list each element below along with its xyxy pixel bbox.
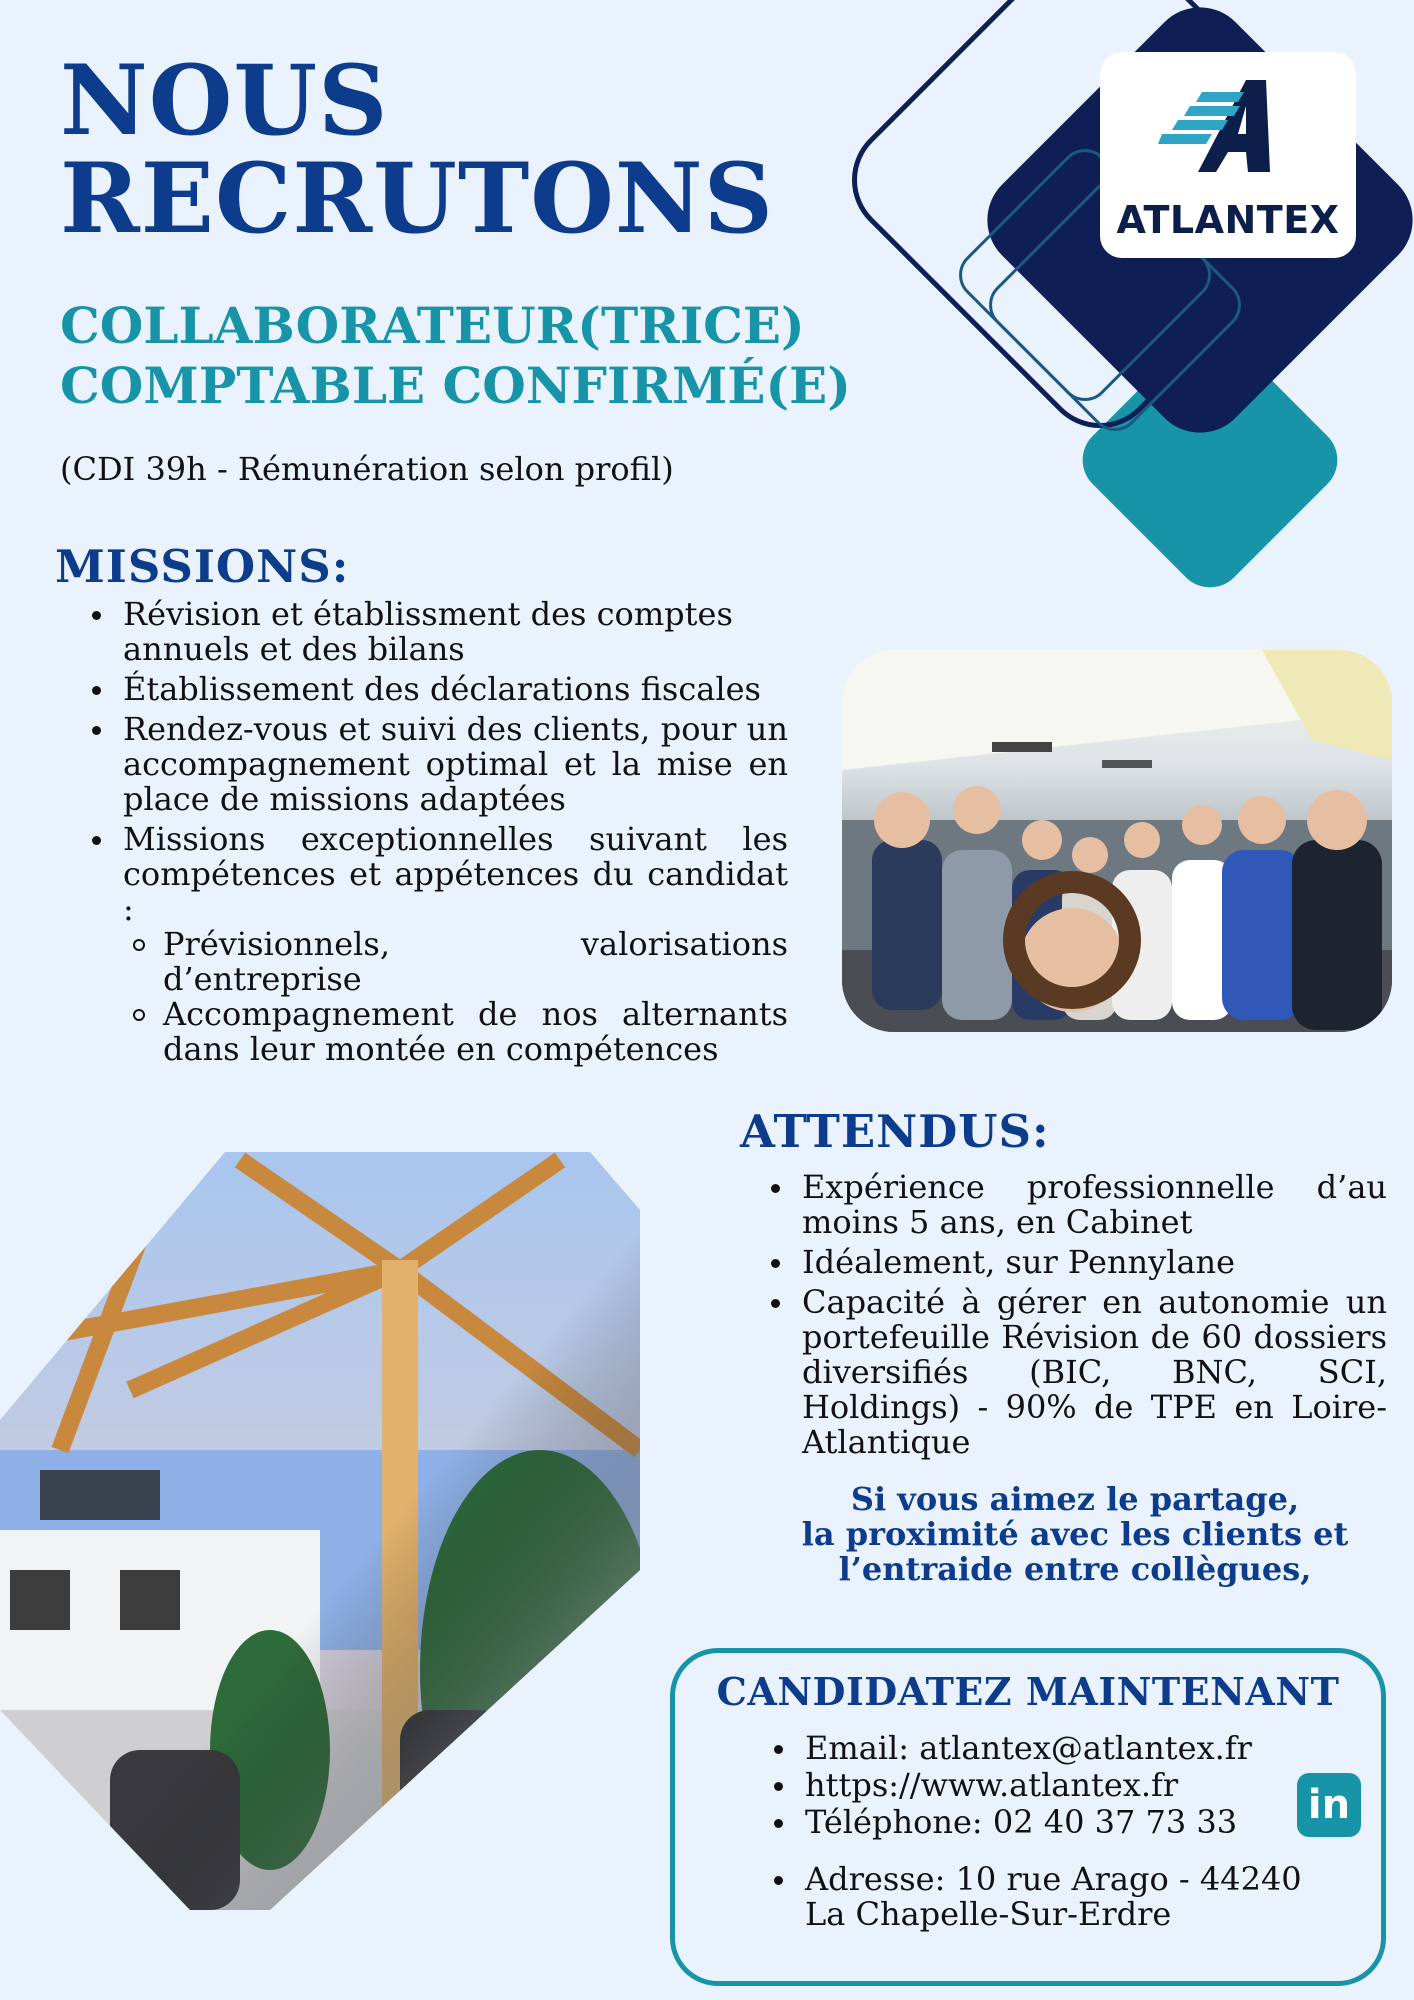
contract-info: (CDI 39h - Rémunération selon profil) xyxy=(60,450,674,488)
closing-line3: l’entraide entre collègues, xyxy=(838,1550,1312,1588)
atlantex-logo-mark-icon xyxy=(1158,72,1298,192)
team-photo xyxy=(842,650,1392,1032)
sub-list-item: Accompagnement de nos alternants dans leur montée en compétences xyxy=(123,997,788,1067)
list-item xyxy=(83,822,788,1067)
phone-link[interactable]: Téléphone: 02 40 37 73 33 xyxy=(765,1805,1325,1840)
page-title xyxy=(60,44,774,255)
linkedin-icon[interactable]: in xyxy=(1297,1773,1361,1837)
missions-list xyxy=(83,597,788,1072)
sub-list-item: Prévisionnels, valorisations d’entreprise xyxy=(123,927,788,997)
address-line2: La Chapelle-Sur-Erdre xyxy=(805,1895,1172,1933)
list-item: Rendez-vous et suivi des clients, pour un accompagnement optimal et la mise en place de missions adaptées xyxy=(83,712,788,817)
atlantex-logo xyxy=(1100,52,1356,258)
list-item: Établissement des déclarations fiscales xyxy=(83,672,788,707)
apply-box xyxy=(670,1648,1386,1986)
team-photo-illustration xyxy=(842,650,1392,1032)
job-title-line1: COLLABORATEUR(TRICE) xyxy=(60,296,805,355)
title-line1: NOUS xyxy=(60,44,389,157)
email-link[interactable]: Email: atlantex@atlantex.fr xyxy=(765,1731,1325,1766)
office-photo xyxy=(0,1150,640,1910)
title-line2: RECRUTONS xyxy=(60,142,774,255)
apply-heading: CANDIDATEZ MAINTENANT xyxy=(716,1669,1340,1714)
job-title xyxy=(60,296,851,416)
list-item: Capacité à gérer en autonomie un portefeuille Révision de 60 dossiers diversifiés (BIC, BNC, SCI, Holdings) - 90% de TPE en Loire-Atlantique xyxy=(762,1285,1387,1460)
missions-heading: MISSIONS: xyxy=(55,540,350,593)
list-item: Expérience professionnelle d’au moins 5 ans, en Cabinet xyxy=(762,1170,1387,1240)
list-item-text: Missions exceptionnelles suivant les compétences et appétences du candidat : xyxy=(123,820,788,928)
logo-text: ATLANTEX xyxy=(1116,198,1340,242)
closing-line2: la proximité avec les clients et xyxy=(801,1515,1349,1553)
job-title-line2: COMPTABLE CONFIRMÉ(E) xyxy=(60,356,851,415)
closing-line1: Si vous aimez le partage, xyxy=(850,1480,1300,1518)
sub-list xyxy=(123,927,788,1067)
website-link[interactable]: https://www.atlantex.fr xyxy=(765,1768,1325,1803)
list-item: Révision et établissment des comptes annuels et des bilans xyxy=(83,597,788,667)
address xyxy=(765,1862,1325,1932)
closing-message xyxy=(760,1482,1390,1587)
address-line1: Adresse: 10 rue Arago - 44240 xyxy=(805,1860,1302,1898)
list-item: Idéalement, sur Pennylane xyxy=(762,1245,1387,1280)
attendus-list xyxy=(762,1170,1387,1465)
attendus-heading: ATTENDUS: xyxy=(740,1105,1050,1158)
contact-list xyxy=(765,1731,1325,1934)
